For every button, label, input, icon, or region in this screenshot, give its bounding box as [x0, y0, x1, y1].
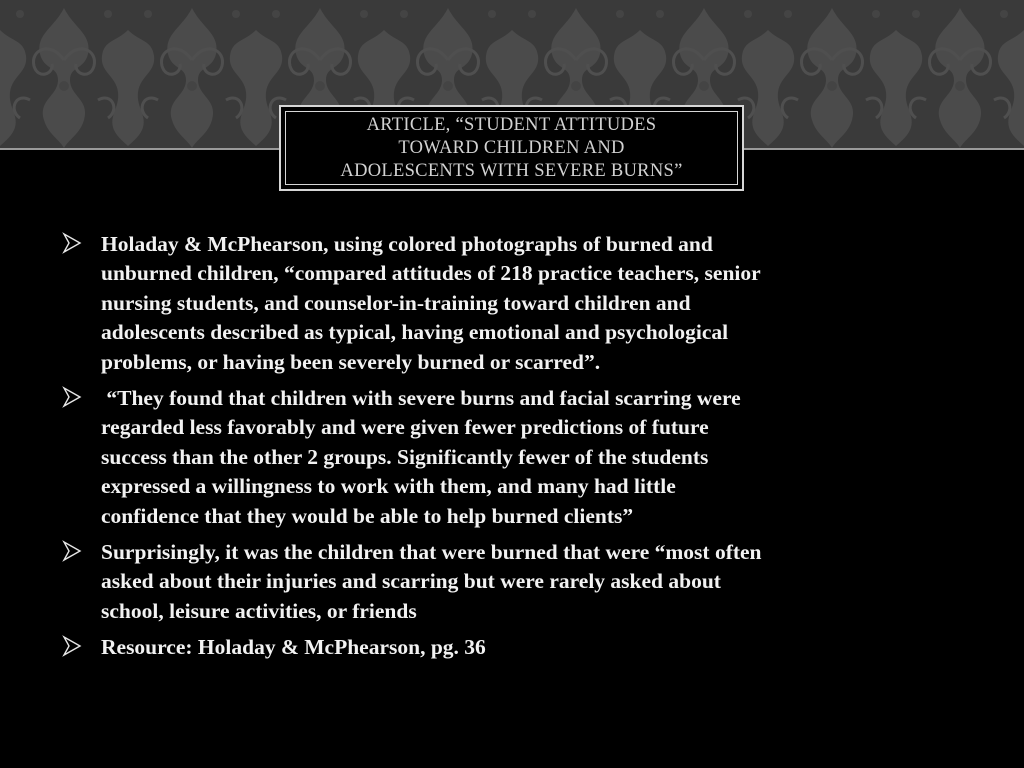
bullet-line: unburned children, “compared attitudes of 218 practice teachers, senior — [101, 261, 761, 286]
bullet-line: Holaday & McPhearson, using colored photographs of burned and — [101, 232, 713, 256]
bullet-line: expressed a willingness to work with them, and many had little — [101, 474, 676, 499]
bullet-text — [101, 230, 962, 377]
bullet-line: regarded less favorably and were given fewer predictions of future — [101, 415, 709, 440]
title-box — [279, 105, 744, 191]
bullet-text — [101, 633, 962, 662]
title-frame — [285, 111, 738, 185]
outlined-arrowhead-icon — [62, 540, 82, 562]
outlined-arrowhead-icon — [62, 635, 82, 657]
bullet-item — [62, 384, 962, 531]
bullet-line: confidence that they would be able to help burned clients” — [101, 503, 634, 528]
bullet-line: success than the other 2 groups. Significantly fewer of the students — [101, 444, 709, 469]
bullet-line: asked about their injuries and scarring but were rarely asked about — [101, 569, 721, 594]
bullet-line: nursing students, and counselor-in-training toward children and — [101, 290, 691, 315]
outlined-arrowhead-icon — [62, 386, 82, 408]
bullet-line: school, leisure activities, or friends — [101, 598, 417, 623]
bullet-line: “They found that children with severe burns and facial scarring were — [101, 386, 741, 411]
bullet-line: Surprisingly, it was the children that were burned that were “most often — [101, 540, 762, 565]
bullet-line: problems, or having been severely burned or scarred”. — [101, 349, 601, 374]
bullet-list — [62, 230, 962, 670]
bullet-line: Resource: Holaday & McPhearson, pg. 36 — [101, 635, 486, 660]
bullet-item — [62, 538, 962, 626]
title-line: ARTICLE, “STUDENT ATTITUDES — [366, 114, 657, 135]
bullet-item — [62, 230, 962, 377]
bullet-text — [101, 538, 962, 626]
title-line: ADOLESCENTS WITH SEVERE BURNS” — [340, 160, 683, 181]
bullet-text — [101, 384, 962, 531]
bullet-line: adolescents described as typical, having emotional and psychological — [101, 320, 729, 345]
outlined-arrowhead-icon — [62, 232, 82, 254]
bullet-item — [62, 633, 962, 662]
slide-title — [340, 114, 682, 183]
title-line: TOWARD CHILDREN AND — [398, 137, 625, 158]
